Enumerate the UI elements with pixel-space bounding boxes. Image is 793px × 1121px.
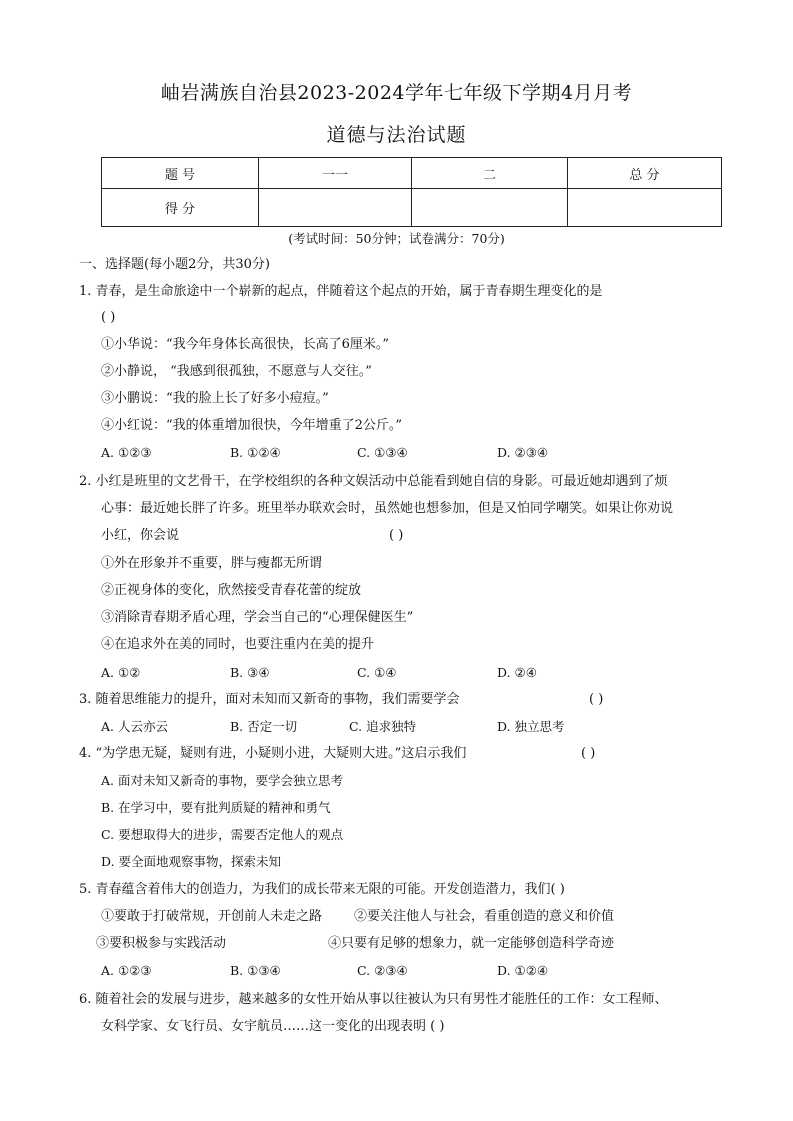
score-cell-part-2[interactable] bbox=[412, 189, 568, 227]
q5-item-1: ①要敢于打破常规，开创前人未走之路 bbox=[101, 909, 323, 924]
q2-item-2: ②正视身体的变化，欣然接受青春花蕾的绽放 bbox=[101, 583, 362, 598]
score-cell-part-1[interactable] bbox=[259, 189, 412, 227]
q5-option-c[interactable]: C. ②③④ bbox=[357, 963, 408, 978]
q4-answer-paren: ( ) bbox=[581, 746, 596, 761]
q2-stem-line-3: 小红，你会说 bbox=[101, 528, 180, 543]
q5-item-2: ②要关注他人与社会，看重创造的意义和价值 bbox=[354, 909, 615, 924]
q3-answer-paren: ( ) bbox=[589, 692, 604, 707]
q2-item-4: ④在追求外在美的同时，也要注重内在美的提升 bbox=[101, 637, 375, 652]
q2-option-c[interactable]: C. ①④ bbox=[357, 665, 397, 680]
score-header-part-1: 一一 bbox=[259, 158, 412, 189]
section-heading: 一、选择题(每小题2分，共30分) bbox=[79, 257, 270, 272]
q6-stem-line-1: 6. 随着社会的发展与进步，越来越多的女性开始从事以往被认为只有男性才能胜任的工作：女工程师、 bbox=[79, 992, 668, 1007]
exam-note: (考试时间：50分钟；试卷满分：70分) bbox=[288, 231, 505, 246]
q2-item-3: ③消除青春期矛盾心理，学会当自己的“心理保健医生” bbox=[101, 610, 414, 625]
q4-option-b[interactable]: B. 在学习中，要有批判质疑的精神和勇气 bbox=[101, 800, 331, 815]
q2-option-d[interactable]: D. ②④ bbox=[497, 665, 537, 680]
q4-option-a[interactable]: A. 面对未知又新奇的事物，要学会独立思考 bbox=[101, 773, 343, 788]
q2-stem-line-1: 2. 小红是班里的文艺骨干，在学校组织的各种文娱活动中总能看到她自信的身影。可最近她却遇到了烦 bbox=[79, 474, 668, 489]
q1-item-2: ②小静说， “我感到很孤独，不愿意与人交往。” bbox=[101, 364, 372, 379]
q5-option-a[interactable]: A. ①②③ bbox=[101, 963, 152, 978]
q4-option-d[interactable]: D. 要全面地观察事物，探索未知 bbox=[101, 854, 282, 869]
q1-option-a[interactable]: A. ①②③ bbox=[101, 445, 152, 460]
q3-option-b[interactable]: B. 否定一切 bbox=[230, 719, 298, 734]
score-table-header-row bbox=[102, 158, 722, 189]
q5-item-4: ④只要有足够的想象力，就一定能够创造科学奇迹 bbox=[328, 936, 615, 951]
q3-option-a[interactable]: A. 人云亦云 bbox=[101, 719, 168, 734]
q2-stem-line-2: 心事：最近她长胖了许多。班里举办联欢会时，虽然她也想参加，但是又怕同学嘲笑。如果让你劝说 bbox=[101, 501, 674, 516]
q3-option-c[interactable]: C. 追求独特 bbox=[349, 719, 417, 734]
q1-item-1: ①小华说：“我今年身体长高很快，长高了6厘米。” bbox=[101, 337, 390, 352]
q1-item-3: ③小鹏说：“我的脸上长了好多小痘痘。” bbox=[101, 391, 329, 406]
q5-item-3: ③要积极参与实践活动 bbox=[96, 936, 227, 951]
q1-item-4: ④小红说：“我的体重增加很快，今年增重了2公斤。” bbox=[101, 418, 403, 433]
q1-stem-line-1: 1. 青春，是生命旅途中一个崭新的起点，伴随着这个起点的开始，属于青春期生理变化的是 bbox=[79, 284, 603, 299]
q1-option-d[interactable]: D. ②③④ bbox=[497, 445, 549, 460]
score-row-label: 得 分 bbox=[102, 189, 259, 227]
q5-option-b[interactable]: B. ①③④ bbox=[230, 963, 281, 978]
q1-answer-paren: ( ) bbox=[101, 310, 116, 325]
q5-stem: 5. 青春蕴含着伟大的创造力，为我们的成长带来无限的可能。开发创造潜力，我们( ) bbox=[79, 882, 565, 897]
q3-option-d[interactable]: D. 独立思考 bbox=[497, 719, 565, 734]
q1-option-c[interactable]: C. ①③④ bbox=[357, 445, 408, 460]
q2-answer-paren: ( ) bbox=[389, 528, 404, 543]
score-header-question-no: 题 号 bbox=[102, 158, 259, 189]
q6-stem-line-2: 女科学家、女飞行员、女宇航员……这一变化的出现表明 ( ) bbox=[101, 1019, 445, 1034]
score-header-total: 总 分 bbox=[568, 158, 722, 189]
q1-option-b[interactable]: B. ①②④ bbox=[230, 445, 281, 460]
q3-stem: 3. 随着思维能力的提升，面对未知而又新奇的事物，我们需要学会 bbox=[79, 692, 460, 707]
q2-option-a[interactable]: A. ①② bbox=[101, 665, 141, 680]
q5-option-d[interactable]: D. ①②④ bbox=[497, 963, 549, 978]
score-cell-total[interactable] bbox=[568, 189, 722, 227]
exam-title: 岫岩满族自治县2023-2024学年七年级下学期4月月考 bbox=[160, 82, 633, 104]
exam-subtitle: 道德与法治试题 bbox=[326, 124, 467, 146]
q4-stem: 4. “为学患无疑，疑则有进，小疑则小进，大疑则大进。”这启示我们 bbox=[79, 746, 467, 761]
score-table-score-row bbox=[102, 189, 722, 227]
q2-item-1: ①外在形象并不重要，胖与瘦都无所谓 bbox=[101, 556, 323, 571]
q4-option-c[interactable]: C. 要想取得大的进步，需要否定他人的观点 bbox=[101, 827, 344, 842]
score-table bbox=[101, 157, 722, 227]
score-header-part-2: 二 bbox=[412, 158, 568, 189]
q2-option-b[interactable]: B. ③④ bbox=[230, 665, 270, 680]
